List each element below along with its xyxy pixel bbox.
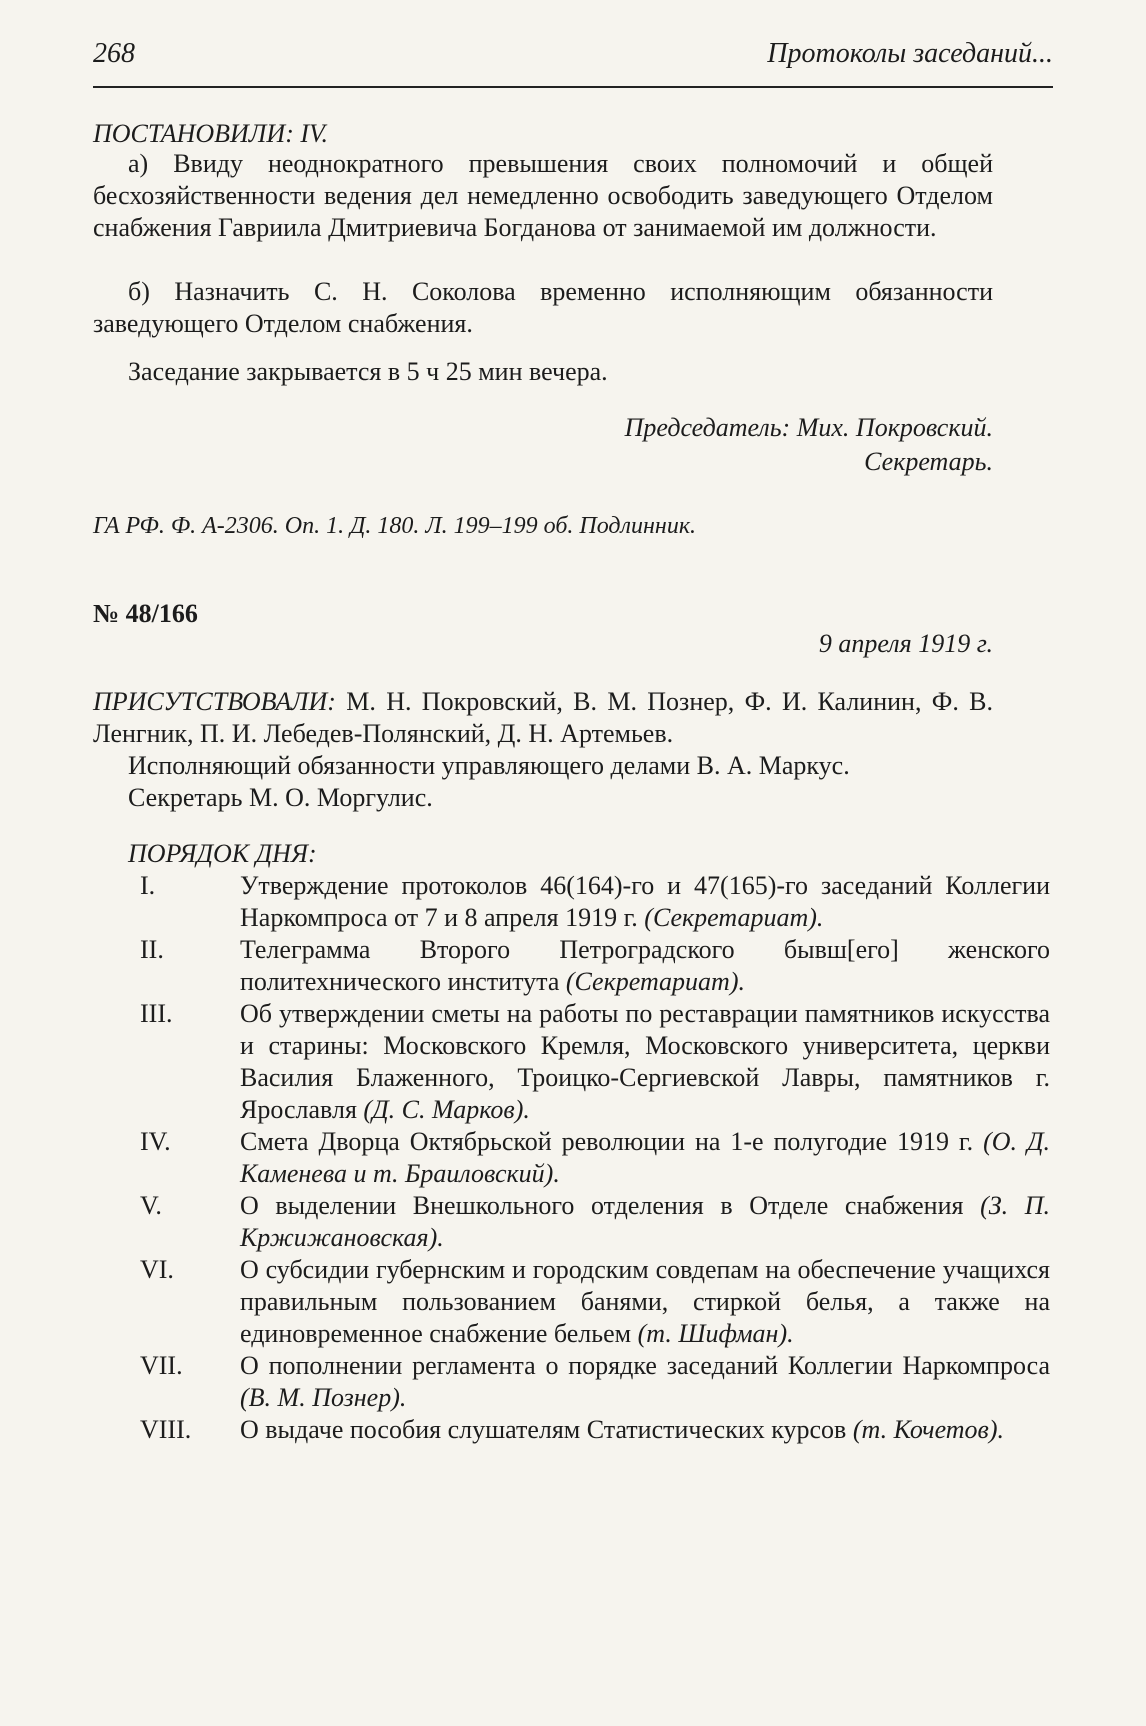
agenda-item-text: О пополнении регламента о порядке заседаний Коллегии Наркомпроса (В. М. Познер). [240, 1351, 1050, 1412]
agenda-item-text: Утверждение протоколов 46(164)-го и 47(165)-го заседаний Коллегии Наркомпроса от 7 и 8 апреля 1919 г. (Секретариат). [240, 871, 1050, 932]
archive-reference: ГА РФ. Ф. А-2306. Оп. 1. Д. 180. Л. 199–199 об. Подлинник. [93, 513, 697, 539]
header-rule [93, 86, 1053, 88]
agenda-item-text: О выделении Внешкольного отделения в Отделе снабжения (З. П. Кржижановская). [240, 1191, 1050, 1252]
chairman-signature: Председатель: Мих. Покровский. [624, 413, 993, 442]
secretary-signature: Секретарь. [864, 447, 993, 476]
present-label: ПРИСУТСТВОВАЛИ: [93, 687, 336, 716]
agenda-item-speaker: (т. Кочетов). [852, 1415, 1005, 1444]
agenda-item-number: I. [140, 871, 156, 900]
agenda-item-text: Телеграмма Второго Петроградского бывш[его] женского политехнического института (Секретариат). [240, 935, 1050, 996]
present-block [93, 686, 993, 750]
agenda-item-speaker: (В. М. Познер). [240, 1383, 407, 1412]
resolution-heading: ПОСТАНОВИЛИ: IV. [93, 119, 329, 148]
page-number: 268 [93, 38, 135, 69]
agenda-heading: ПОРЯДОК ДНЯ: [128, 839, 317, 868]
agenda-item-text: Смета Дворца Октябрьской революции на 1-е полугодие 1919 г. (О. Д. Каменева и т. Браиловский). [240, 1127, 1050, 1188]
agenda-item-speaker: (Секретариат). [565, 967, 745, 996]
agenda-item-number: VIII. [140, 1415, 192, 1444]
agenda-item-number: III. [140, 999, 173, 1028]
agenda-item-speaker: (Д. С. Марков). [363, 1095, 530, 1124]
running-title: Протоколы заседаний... [767, 38, 1053, 69]
acting-manager: Исполняющий обязанности управляющего делами В. А. Маркус. [128, 751, 850, 780]
present-secretary: Секретарь М. О. Моргулис. [128, 783, 433, 812]
resolution-point-b: б) Назначить С. Н. Соколова временно исполняющим обязанности заведующего Отделом снабжения. [93, 277, 993, 338]
agenda-item-number: IV. [140, 1127, 171, 1156]
agenda-item-number: V. [140, 1191, 162, 1220]
agenda-item-number: II. [140, 935, 164, 964]
agenda-item-text: О выдаче пособия слушателям Статистических курсов (т. Кочетов). [240, 1415, 1005, 1444]
agenda-item-number: VII. [140, 1351, 183, 1380]
protocol-number: № 48/166 [93, 599, 198, 628]
agenda-item-speaker: (О. Д. Каменева и т. Браиловский). [240, 1127, 1050, 1188]
agenda-item-number: VI. [140, 1255, 174, 1284]
closing-text: Заседание закрывается в 5 ч 25 мин вечера. [128, 357, 608, 386]
protocol-date: 9 апреля 1919 г. [818, 629, 993, 658]
agenda-item-text: Об утверждении сметы на работы по реставрации памятников искусства и старины: Московского Кремля, Московского университета, церкви Василия Блаженного, Троицко-Сергиевской Лавры, памятников г. Ярославля (Д. С. Марков). [240, 999, 1050, 1124]
agenda-item-speaker: (Секретариат). [644, 903, 824, 932]
present-members: М. Н. Покровский, В. М. Познер, Ф. И. Калинин, Ф. В. Ленгник, П. И. Лебедев-Полянский, Д. Н. Артемьев. [93, 687, 993, 748]
resolution-point-a: а) Ввиду неоднократного превышения своих полномочий и общей бесхозяйственности ведения дел немедленно освободить заведующего Отделом снабжения Гавриила Дмитриевича Богданова от занимаемой им должности. [93, 149, 993, 242]
agenda-item-text: О субсидии губернским и городским совдепам на обеспечение учащихся правильным пользованием банями, стиркой белья, а также на единовременное снабжение бельем (т. Шифман). [240, 1255, 1050, 1348]
agenda-item-speaker: (З. П. Кржижановская). [240, 1191, 1050, 1252]
agenda-item-speaker: (т. Шифман). [637, 1319, 794, 1348]
